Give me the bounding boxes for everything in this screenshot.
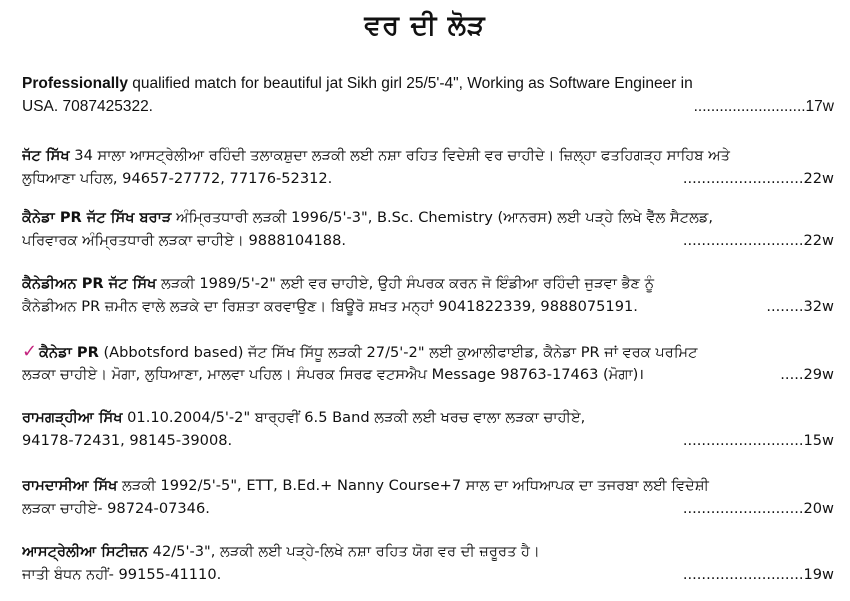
ad-text: ਕੈਨੇਡੀਅਨ PR ਜ਼ਮੀਨ ਵਾਲੇ ਲੜਕੇ ਦਾ ਰਿਸ਼ਤਾ ਕਰਵਾਉਣ। ਬਿਊਰੋ ਸ਼ਖਤ ਮਨ੍ਹਾਂ 9041822339, 9888075191. — [22, 298, 638, 315]
ad-lead: Professionally — [22, 75, 128, 92]
ad-lead: ਕੈਨੇਡਾ PR ਜੱਟ ਸਿੱਖ ਬਰਾੜ — [22, 209, 172, 226]
ad-text-line — [22, 340, 834, 363]
ad-price: ..........................22w — [682, 232, 834, 249]
ad-lead: ਜੱਟ ਸਿੱਖ — [22, 147, 70, 164]
ad-text-line — [22, 95, 834, 118]
ad-6 — [22, 406, 834, 452]
ad-text: 94178-72431, 98145-39008. — [22, 432, 233, 449]
ad-price: ..........................17w — [693, 98, 834, 115]
ad-4 — [22, 272, 834, 318]
ad-price: ..........................15w — [682, 432, 834, 449]
ad-8 — [22, 540, 834, 586]
ad-text: 01.10.2004/5'-2" ਬਾਰ੍ਹਵੀਂ 6.5 Band ਲੜਕੀ ਲਈ ਖਰਚ ਵਾਲਾ ਲੜਕਾ ਚਾਹੀਏ, — [122, 409, 586, 426]
ad-text: ਲੜਕੀ 1992/5'-5", ETT, B.Ed.+ Nanny Course+7 ਸਾਲ ਦਾ ਅਧਿਆਪਕ ਦਾ ਤਜਰਬਾ ਲਈ ਵਿਦੇਸ਼ੀ — [117, 477, 709, 494]
ad-lead: ਰਾਮਗੜ੍ਹੀਆ ਸਿੱਖ — [22, 409, 123, 426]
ad-price: ..........................19w — [682, 566, 834, 583]
ad-text: ਅੰਮ੍ਰਿਤਧਾਰੀ ਲੜਕੀ 1996/5'-3", B.Sc. Chemistry (ਆਨਰਸ) ਲਈ ਪੜ੍ਹੇ ਲਿਖੇ ਵੈੱਲ ਸੈਟਲਡ, — [171, 209, 714, 226]
ad-lead: ਆਸਟ੍ਰੇਲੀਆ ਸਿਟੀਜ਼ਨ — [22, 543, 149, 560]
ad-text-line — [22, 167, 834, 190]
ad-text-line — [22, 474, 834, 497]
ad-text-line — [22, 272, 834, 295]
ad-text: ਲੜਕਾ ਚਾਹੀਏ- 98724-07346. — [22, 500, 210, 517]
ad-text: ਲੜਕੀ 1989/5'-2" ਲਈ ਵਰ ਚਾਹੀਏ, ਉਹੀ ਸੰਪਰਕ ਕਰਨ ਜੋ ਇੰਡੀਆ ਰਹਿੰਦੀ ਜੁੜਵਾ ਭੈਣ ਨੂੰ — [156, 275, 655, 292]
ad-text: 34 ਸਾਲਾ ਆਸਟ੍ਰੇਲੀਆ ਰਹਿੰਦੀ ਤਲਾਕਸ਼ੁਦਾ ਲੜਕੀ ਲਈ ਨਸ਼ਾ ਰਹਿਤ ਵਿਦੇਸ਼ੀ ਵਰ ਚਾਹੀਦੇ। ਜ਼ਿਲ੍ਹਾ ਫਤਹਿਗੜ੍ਹ ਸਾਹਿਬ ਅਤੇ — [69, 147, 730, 164]
ad-text-line — [22, 206, 834, 229]
ad-text: qualified match for beautiful jat Sikh girl 25/5'-4", Working as Software Engineer in — [127, 75, 693, 92]
ad-text-line — [22, 497, 834, 520]
ad-text-line — [22, 295, 834, 318]
ad-text-line — [22, 563, 834, 586]
ad-lead: ਰਾਮਦਾਸੀਆ ਸਿੱਖ — [22, 477, 118, 494]
ad-1 — [22, 72, 834, 118]
ad-text: ਲੁਧਿਆਣਾ ਪਹਿਲ, 94657-27772, 77176-52312. — [22, 170, 333, 187]
ad-text-line — [22, 363, 834, 386]
ad-price: ..........................20w — [682, 500, 834, 517]
ad-text: USA. 7087425322. — [22, 98, 153, 115]
ad-3 — [22, 206, 834, 252]
ad-text-line — [22, 72, 834, 95]
page-title: ਵਰ ਦੀ ਲੋੜ — [364, 10, 486, 41]
ad-text: (Abbotsford based) ਜੱਟ ਸਿੱਖ ਸਿੱਧੂ ਲੜਕੀ 27/5'-2" ਲਈ ਕੁਆਲੀਫਾਈਡ, ਕੈਨੇਡਾ PR ਜਾਂ ਵਰਕ ਪਰਮਿਟ — [98, 344, 698, 361]
ad-text: ਲੜਕਾ ਚਾਹੀਏ। ਮੋਗਾ, ਲੁਧਿਆਣਾ, ਮਾਲਵਾ ਪਹਿਲ। ਸੰਪਰਕ ਸਿਰਫ ਵਟਸਐਪ Message 98763-17463 (ਮੋਗਾ)। — [22, 366, 644, 383]
ad-price: .....29w — [780, 366, 834, 383]
ad-7 — [22, 474, 834, 520]
ad-text-line — [22, 144, 834, 167]
ad-text: 42/5'-3", ਲੜਕੀ ਲਈ ਪੜ੍ਹੇ-ਲਿਖੇ ਨਸ਼ਾ ਰਹਿਤ ਯੋਗ ਵਰ ਦੀ ਜ਼ਰੂਰਤ ਹੈ। — [148, 543, 540, 560]
ad-text-line — [22, 540, 834, 563]
ad-price: ..........................22w — [682, 170, 834, 187]
ad-lead: ਕੈਨੇਡਾ PR — [39, 344, 99, 361]
ad-text-line — [22, 229, 834, 252]
ad-text: ਜਾਤੀ ਬੰਧਨ ਨਹੀਂ- 99155-41110. — [22, 566, 222, 583]
ad-2 — [22, 144, 834, 190]
ad-5 — [22, 340, 834, 386]
checkmark-icon: ✓ — [22, 341, 38, 362]
ad-text-line — [22, 406, 834, 429]
ad-text: ਪਰਿਵਾਰਕ ਅੰਮ੍ਰਿਤਧਾਰੀ ਲੜਕਾ ਚਾਹੀਏ। 9888104188. — [22, 232, 346, 249]
ad-lead: ਕੈਨੇਡੀਅਨ PR ਜੱਟ ਸਿੱਖ — [22, 275, 157, 292]
ad-text-line — [22, 429, 834, 452]
ad-price: ........32w — [766, 298, 834, 315]
